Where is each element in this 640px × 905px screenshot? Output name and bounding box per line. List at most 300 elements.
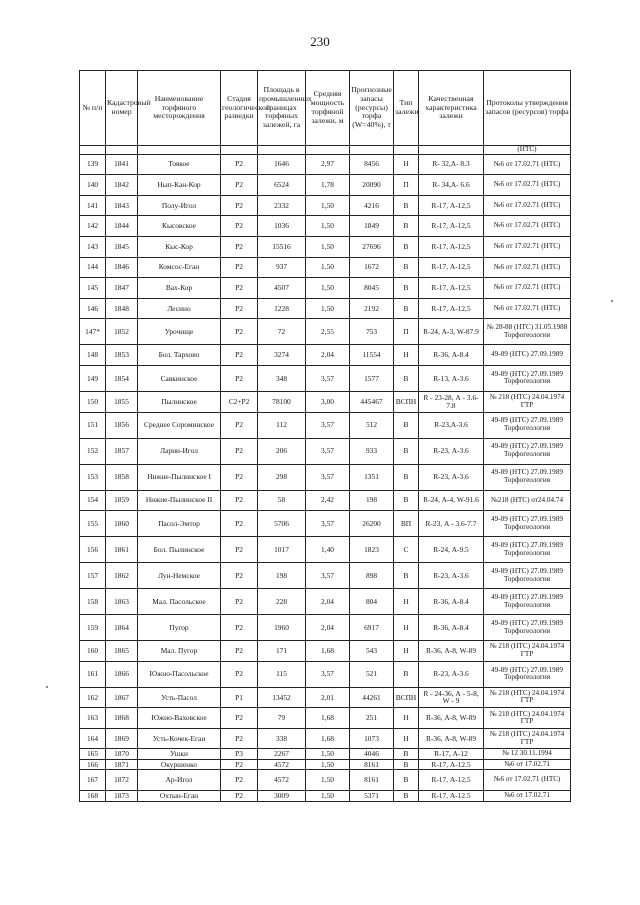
deposit-name: Ларин-Игол [138,438,221,464]
avg-depth-m: 1,78 [306,175,350,196]
forecast-reserves-t: 44261 [350,687,394,708]
approval-protocol: №6 от 17.02.71 (НТС) [484,154,571,175]
row-number: 146 [80,298,106,319]
avg-depth-m: 1,68 [306,641,350,662]
approval-protocol: № 218 (НТС) 24.04.1974 ГТР [484,708,571,729]
quality-characteristic: R - 24-36, А - 5-8, W - 9 [419,687,484,708]
area-ha: 1646 [258,154,306,175]
avg-depth-m: 3,57 [306,661,350,687]
quality-characteristic: R-36, А-8, W-89 [419,708,484,729]
cadastral-number: 1868 [106,708,138,729]
forecast-reserves-t: 4216 [350,195,394,216]
avg-depth-m: 3,57 [306,412,350,438]
avg-depth-m: 3,57 [306,438,350,464]
area-ha: 1960 [258,615,306,641]
avg-depth-m: 1,50 [306,236,350,257]
exploration-stage: Р2 [221,438,258,464]
approval-protocol: 49-89 (НТС) 27.09.1989 Торфогеология [484,615,571,641]
area-ha: 79 [258,708,306,729]
area-ha: 206 [258,438,306,464]
approval-protocol: №6 от 17.02.71 (НТС) [484,770,571,791]
forecast-reserves-t: 11554 [350,345,394,366]
cadastral-number: 1867 [106,687,138,708]
deposit-type: В [394,791,419,802]
exploration-stage: Р2 [221,537,258,563]
approval-protocol: №6 от 17.02.71 [484,759,571,770]
row-number: 144 [80,257,106,278]
avg-depth-m: 2,55 [306,319,350,345]
quality-characteristic: R-23, А-3.6 [419,563,484,589]
area-ha: 298 [258,464,306,490]
cadastral-number: 1846 [106,257,138,278]
deposit-type: В [394,438,419,464]
deposit-type: В [394,661,419,687]
approval-protocol: №6 от 17.02.71 (НТС) [484,216,571,237]
table-row [80,175,571,196]
deposit-type: В [394,464,419,490]
col-header-stage: Стадия геологической разведки [221,71,258,146]
deposit-type: В [394,365,419,391]
quality-characteristic: R-17, А-12.5 [419,759,484,770]
avg-depth-m: 1,50 [306,298,350,319]
table-row [80,749,571,760]
area-ha: 338 [258,728,306,749]
table-row [80,257,571,278]
cadastral-number: 1853 [106,345,138,366]
continuation-text: (НТС) [484,146,571,155]
quality-characteristic: R-23, А-3.6 [419,464,484,490]
deposit-name: Южно-Пасольское [138,661,221,687]
quality-characteristic: R-17, А-12,5 [419,770,484,791]
table-row [80,216,571,237]
deposit-name: Савкинское [138,365,221,391]
exploration-stage: Р3 [221,749,258,760]
area-ha: 4507 [258,278,306,299]
forecast-reserves-t: 27696 [350,236,394,257]
approval-protocol: № 218 (НТС) 24.04.1974 ГТР [484,728,571,749]
row-number: 163 [80,708,106,729]
table-row [80,661,571,687]
quality-characteristic: R-36, А-8.4 [419,345,484,366]
approval-protocol: № 12 30.11.1994 [484,749,571,760]
deposit-type: Н [394,641,419,662]
deposit-name: Среднее Сороминское [138,412,221,438]
deposit-name: Комсос-Еган [138,257,221,278]
avg-depth-m: 3,57 [306,563,350,589]
area-ha: 58 [258,490,306,511]
forecast-reserves-t: 521 [350,661,394,687]
deposit-name: Вах-Кор [138,278,221,299]
avg-depth-m: 1,68 [306,708,350,729]
cadastral-number: 1866 [106,661,138,687]
avg-depth-m: 1,50 [306,759,350,770]
forecast-reserves-t: 5371 [350,791,394,802]
table-row [80,154,571,175]
quality-characteristic: R-36, А-8, W-89 [419,728,484,749]
area-ha: 72 [258,319,306,345]
row-number: 142 [80,216,106,237]
deposit-type: В [394,749,419,760]
deposit-name: Бол. Пылинское [138,537,221,563]
table-row [80,412,571,438]
exploration-stage: Р2 [221,728,258,749]
cadastral-number: 1860 [106,511,138,537]
quality-characteristic: R-17, А-12,5 [419,298,484,319]
forecast-reserves-t: 1351 [350,464,394,490]
exploration-stage: Р2 [221,195,258,216]
exploration-stage: Р2 [221,615,258,641]
col-header-cadastral: Кадастровый номер [106,71,138,146]
approval-protocol: №6 от 17.02.71 (НТС) [484,278,571,299]
col-header-number: № п/п [80,71,106,146]
deposit-type: Н [394,589,419,615]
deposit-name: Охтын-Еган [138,791,221,802]
row-number: 143 [80,236,106,257]
quality-characteristic: R-17, А-12,5 [419,257,484,278]
avg-depth-m: 2,04 [306,615,350,641]
deposit-type: В [394,278,419,299]
quality-characteristic: R - 23-28, А - 3.6-7.8 [419,391,484,412]
deposit-type: Н [394,708,419,729]
table-row [80,708,571,729]
row-number: 152 [80,438,106,464]
row-number: 161 [80,661,106,687]
table-row [80,563,571,589]
deposit-type: В [394,563,419,589]
area-ha: 348 [258,365,306,391]
avg-depth-m: 1,50 [306,195,350,216]
cadastral-number: 1864 [106,615,138,641]
col-header-quality: Качественная характеристика залежи [419,71,484,146]
table-row [80,365,571,391]
avg-depth-m: 1,50 [306,749,350,760]
avg-depth-m: 1,50 [306,770,350,791]
col-header-protocols: Протоколы утверждения запасов (ресурсов) торфа [484,71,571,146]
avg-depth-m: 1,68 [306,728,350,749]
approval-protocol: 49-89 (НТС) 27.09.1989 Торфогеология [484,511,571,537]
deposit-name: Усть-Пасол [138,687,221,708]
table-row [80,345,571,366]
deposit-name: Тоякое [138,154,221,175]
area-ha: 115 [258,661,306,687]
table-row [80,687,571,708]
deposit-name: Нижне-Пылинское I [138,464,221,490]
cadastral-number: 1858 [106,464,138,490]
approval-protocol: 49-89 (НТС) 27.09.1989 Торфогеология [484,412,571,438]
quality-characteristic: R-24, А-3, W-87.9 [419,319,484,345]
forecast-reserves-t: 753 [350,319,394,345]
forecast-reserves-t: 445467 [350,391,394,412]
row-number: 159 [80,615,106,641]
avg-depth-m: 1,40 [306,537,350,563]
deposit-name: Кысовское [138,216,221,237]
row-number: 167 [80,770,106,791]
deposit-type: В [394,770,419,791]
exploration-stage: Р2 [221,464,258,490]
quality-characteristic: R-17, А-12,5 [419,195,484,216]
row-number: 148 [80,345,106,366]
deposit-name: Окуршенко [138,759,221,770]
exploration-stage: Р2 [221,563,258,589]
exploration-stage: Р2 [221,589,258,615]
cadastral-number: 1873 [106,791,138,802]
row-number: 151 [80,412,106,438]
deposit-name: Полу-Игол [138,195,221,216]
exploration-stage: Р2 [221,257,258,278]
forecast-reserves-t: 1823 [350,537,394,563]
table-row [80,728,571,749]
col-header-reserves: Прогнозные запасы (ресурсы) торфа (W=40%), т [350,71,394,146]
deposit-name: Южно-Ваховское [138,708,221,729]
approval-protocol: №218 (НТС) от24.04.74 [484,490,571,511]
deposit-type: ВСПН [394,687,419,708]
forecast-reserves-t: 898 [350,563,394,589]
area-ha: 112 [258,412,306,438]
forecast-reserves-t: 251 [350,708,394,729]
forecast-reserves-t: 512 [350,412,394,438]
cadastral-number: 1863 [106,589,138,615]
quality-characteristic: R- 34,А- 6.6 [419,175,484,196]
continuation-row [80,146,571,155]
deposit-type: ВСПН [394,391,419,412]
quality-characteristic: R-23, А-3.6 [419,438,484,464]
deposit-type: П [394,319,419,345]
cadastral-number: 1862 [106,563,138,589]
exploration-stage: С2+Р2 [221,391,258,412]
avg-depth-m: 1,50 [306,257,350,278]
exploration-stage: Р2 [221,236,258,257]
area-ha: 1036 [258,216,306,237]
deposit-name: Пугор [138,615,221,641]
exploration-stage: Р2 [221,278,258,299]
deposit-type: ВП [394,511,419,537]
area-ha: 4572 [258,770,306,791]
quality-characteristic: R-17, А-12,5 [419,236,484,257]
col-header-area: Площадь в промышленных границах торфяных залежей, га [258,71,306,146]
col-header-name: Наименование торфяного месторождения [138,71,221,146]
cadastral-number: 1869 [106,728,138,749]
exploration-stage: Р2 [221,412,258,438]
area-ha: 6524 [258,175,306,196]
forecast-reserves-t: 4046 [350,749,394,760]
exploration-stage: Р2 [221,175,258,196]
area-ha: 1017 [258,537,306,563]
cadastral-number: 1857 [106,438,138,464]
quality-characteristic: R-17, А-12,5 [419,216,484,237]
forecast-reserves-t: 8045 [350,278,394,299]
deposit-name: Ушки [138,749,221,760]
approval-protocol: 49-89 (НТС) 27.09.1989 Торфогеология [484,563,571,589]
cadastral-number: 1848 [106,298,138,319]
deposit-name: Бол. Тархово [138,345,221,366]
page-number: 230 [310,34,330,49]
quality-characteristic: R-17, А-12.5 [419,791,484,802]
deposit-type: Н [394,154,419,175]
row-number: 160 [80,641,106,662]
deposit-type: Н [394,615,419,641]
deposit-name: Лун-Немское [138,563,221,589]
row-number: 140 [80,175,106,196]
cadastral-number: 1843 [106,195,138,216]
approval-protocol: №6 от 17.02.71 (НТС) [484,298,571,319]
area-ha: 171 [258,641,306,662]
row-number: 157 [80,563,106,589]
forecast-reserves-t: 20090 [350,175,394,196]
table-row [80,770,571,791]
exploration-stage: Р2 [221,661,258,687]
avg-depth-m: 3,57 [306,464,350,490]
quality-characteristic: R-13, А-3.6 [419,365,484,391]
area-ha: 937 [258,257,306,278]
cadastral-number: 1841 [106,154,138,175]
table-row [80,490,571,511]
forecast-reserves-t: 543 [350,641,394,662]
exploration-stage: Р2 [221,298,258,319]
exploration-stage: Р2 [221,770,258,791]
quality-characteristic: R-23,А-3.6 [419,412,484,438]
approval-protocol: 49-89 (НТС) 27.09.1989 Торфогеология [484,589,571,615]
forecast-reserves-t: 1073 [350,728,394,749]
table-row [80,278,571,299]
table-row [80,319,571,345]
table-row [80,615,571,641]
area-ha: 78100 [258,391,306,412]
approval-protocol: 49-89 (НТС) 27.09.1989 [484,345,571,366]
cadastral-number: 1856 [106,412,138,438]
deposit-type: Н [394,345,419,366]
approval-protocol: 49-89 (НТС) 27.09.1989 Торфогеология [484,464,571,490]
row-number: 158 [80,589,106,615]
approval-protocol: № 218 (НТС) 24.04.1974 ГТР [484,641,571,662]
area-ha: 13452 [258,687,306,708]
forecast-reserves-t: 804 [350,589,394,615]
exploration-stage: Р2 [221,708,258,729]
col-header-type: Тип залежи [394,71,419,146]
row-number: 154 [80,490,106,511]
avg-depth-m: 3,57 [306,365,350,391]
approval-protocol: №6 от 17.02.71 [484,791,571,802]
area-ha: 5706 [258,511,306,537]
forecast-reserves-t: 6917 [350,615,394,641]
deposit-name: Усть-Кочек-Еган [138,728,221,749]
table-row [80,511,571,537]
cadastral-number: 1844 [106,216,138,237]
area-ha: 1228 [258,298,306,319]
avg-depth-m: 3,00 [306,391,350,412]
exploration-stage: Р2 [221,216,258,237]
exploration-stage: Р2 [221,641,258,662]
avg-depth-m: 1,50 [306,278,350,299]
avg-depth-m: 2,42 [306,490,350,511]
quality-characteristic: R-36, А-8.4 [419,615,484,641]
approval-protocol: №6 от 17.02.71 (НТС) [484,195,571,216]
deposit-type: В [394,490,419,511]
area-ha: 2332 [258,195,306,216]
table-row [80,298,571,319]
cadastral-number: 1859 [106,490,138,511]
approval-protocol: 49-89 (НТС) 27.09.1989 Торфогеология [484,537,571,563]
deposit-name: Ар-Игол [138,770,221,791]
deposit-type: В [394,236,419,257]
forecast-reserves-t: 198 [350,490,394,511]
area-ha: 2267 [258,749,306,760]
cadastral-number: 1854 [106,365,138,391]
table-row [80,391,571,412]
row-number: 149 [80,365,106,391]
quality-characteristic: R-23, А-3.6 [419,661,484,687]
scan-speck [46,686,48,688]
table-row [80,438,571,464]
avg-depth-m: 1,50 [306,216,350,237]
avg-depth-m: 2,04 [306,589,350,615]
deposit-name: Мал. Пугор [138,641,221,662]
scan-speck [611,300,613,302]
approval-protocol: №6 от 17.02.71 (НТС) [484,236,571,257]
area-ha: 228 [258,589,306,615]
quality-characteristic: R-17, А-12,5 [419,278,484,299]
forecast-reserves-t: 8161 [350,759,394,770]
quality-characteristic: R-23, А - 3.6-7.7 [419,511,484,537]
col-header-depth: Средняя мощность торфяной залежи, м [306,71,350,146]
deposit-name: Пасол-Эмтор [138,511,221,537]
approval-protocol: 49-89 (НТС) 27.09.1989 Торфогеология [484,365,571,391]
approval-protocol: № 28-88 (НТС) 31.05.1988 Торфогеология [484,319,571,345]
row-number: 164 [80,728,106,749]
cadastral-number: 1865 [106,641,138,662]
forecast-reserves-t: 8161 [350,770,394,791]
exploration-stage: Р2 [221,759,258,770]
approval-protocol: №6 от 17.02.71 (НТС) [484,257,571,278]
deposit-type: В [394,195,419,216]
exploration-stage: Р2 [221,511,258,537]
exploration-stage: Р2 [221,791,258,802]
area-ha: 4572 [258,759,306,770]
table-row [80,464,571,490]
avg-depth-m: 2,97 [306,154,350,175]
cadastral-number: 1861 [106,537,138,563]
approval-protocol: № 218 (НТС) 24.04.1974 ГТР [484,687,571,708]
deposit-type: П [394,175,419,196]
avg-depth-m: 2,04 [306,345,350,366]
row-number: 150 [80,391,106,412]
table-header-row [80,71,571,146]
area-ha: 15516 [258,236,306,257]
cadastral-number: 1871 [106,759,138,770]
forecast-reserves-t: 1672 [350,257,394,278]
row-number: 147* [80,319,106,345]
table-row [80,589,571,615]
approval-protocol: 49-89 (НТС) 27.09.1989 Торфогеология [484,438,571,464]
row-number: 155 [80,511,106,537]
exploration-stage: Р2 [221,154,258,175]
approval-protocol: №6 от 17.02.71 (НТС) [484,175,571,196]
quality-characteristic: R-24, А-4, W-91.6 [419,490,484,511]
deposit-type: В [394,759,419,770]
deposit-name: Нижне-Пылинское II [138,490,221,511]
table-row [80,791,571,802]
cadastral-number: 1872 [106,770,138,791]
quality-characteristic: R-36, А-8.4 [419,589,484,615]
cadastral-number: 1870 [106,749,138,760]
exploration-stage: Р2 [221,319,258,345]
deposit-type: С [394,537,419,563]
area-ha: 3274 [258,345,306,366]
cadastral-number: 1852 [106,319,138,345]
exploration-stage: Р2 [221,345,258,366]
row-number: 168 [80,791,106,802]
forecast-reserves-t: 1849 [350,216,394,237]
table-row [80,641,571,662]
